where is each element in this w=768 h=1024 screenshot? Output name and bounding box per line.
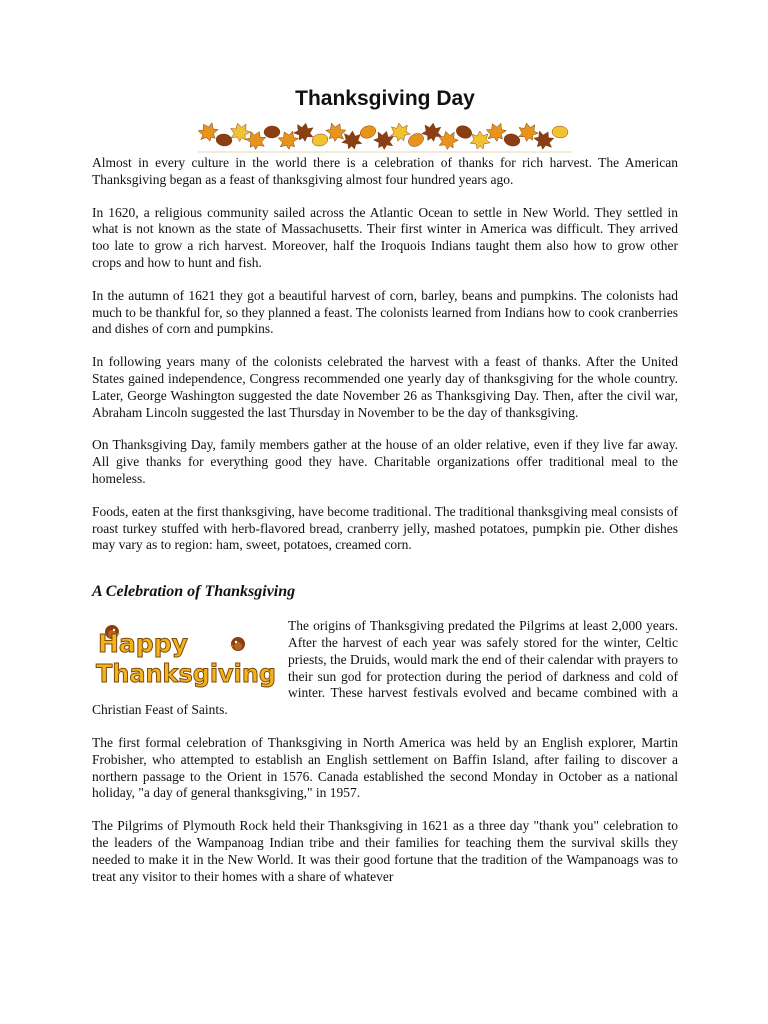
paragraph-4: In following years many of the colonists celebrated the harvest with a feast of thanks. After the United States gained independence, Congress recommended one yearly day of thanksgiving for the whole country. Later, George Washington suggested the date November 26 as Thanksgiving Day. Then, after the civil war, Abraham Lincoln suggested the last Thursday in November to be the day of thanksgiving. xyxy=(92,354,678,420)
section-paragraph-1: The origins of Thanksgiving predated the Pilgrims at least 2,000 years. After the harvest of each year was safely stored for the winter, Celtic priests, the Druids, would mark the end of their calendar with prayers to their sun god for protection during the period of darkness and cold of winter. These harvest festivals evolved and became combined with a Christian Feast of Saints. xyxy=(92,618,678,718)
turkey-icon xyxy=(229,637,245,651)
leaf-icon xyxy=(215,133,232,147)
leaf-icon xyxy=(470,131,490,149)
happy-thanksgiving-image xyxy=(92,618,282,688)
section-paragraph-3: The Pilgrims of Plymouth Rock held their Thanksgiving in 1621 as a three day "thank you" celebration to the leaders of the Wampanoag Indian tribe and their families for teaching them the survival skills they needed to make it in the New World. It was their good fortune that the tradition of the Wampanoags was to treat any visitor to their homes with a share of whatever xyxy=(92,818,678,884)
paragraph-1: Almost in every culture in the world there is a celebration of thanks for rich harvest. The American Thanksgiving began as a feast of thanksgiving almost four hundred years ago. xyxy=(92,155,678,187)
happy-text: Happy xyxy=(98,629,188,659)
thanksgiving-text: Thanksgiving xyxy=(96,659,276,689)
leaf-icon xyxy=(503,132,521,147)
paragraph-6: Foods, eaten at the first thanksgiving, have become traditional. The traditional thanksgiving meal consists of roast turkey stuffed with herb-flavored bread, cranberry jelly, mashed potatoes, pumpkin pie. Other dishes may vary as to region: ham, sweet, potatoes, creamed corn. xyxy=(92,503,678,553)
paragraph-2: In 1620, a religious community sailed across the Atlantic Ocean to settle in New World. They settled in what is not known as the state of Massachusetts. Their first winter in America was difficult. They arrived too late to grow a rich harvest. Moreover, half the Iroquois Indians taught them also how to grow other crops and how to hunt and fish. xyxy=(92,204,678,270)
leaf-icon xyxy=(421,122,443,143)
autumn-leaves-border xyxy=(198,118,572,154)
leaf-icon xyxy=(389,122,411,142)
section-paragraph-2: The first formal celebration of Thanksgiving in North America was held by an English explorer, Martin Frobisher, who attempted to establish an English settlement on Baffin Island, after failing to discover a northern passage to the Orient in 1576. Canada established the second Monday in October as a national holiday, "a day of general thanksgiving," in 1957. xyxy=(92,734,678,801)
leaf-icon xyxy=(454,123,473,140)
leaf-icon xyxy=(358,124,377,141)
paragraph-3: In the autumn of 1621 they got a beautiful harvest of corn, barley, beans and pumpkins. The colonists had much to be thankful for, so they planned a feast. The colonists learned from Indians how to cook cranberries and dishes of corn and pumpkins. xyxy=(92,287,678,337)
leaf-icon xyxy=(552,125,569,138)
paragraph-5: On Thanksgiving Day, family members gather at the house of an older relative, even if they live far away. All give thanks for everything good they have. Charitable organizations offer traditional meal to the homeless. xyxy=(92,437,678,486)
section-heading: A Celebration of Thanksgiving xyxy=(92,583,296,601)
document-title: Thanksgiving Day xyxy=(295,87,475,110)
leaf-icon xyxy=(264,126,280,139)
leaf-icon xyxy=(311,133,329,148)
leaf-icon xyxy=(342,130,363,149)
